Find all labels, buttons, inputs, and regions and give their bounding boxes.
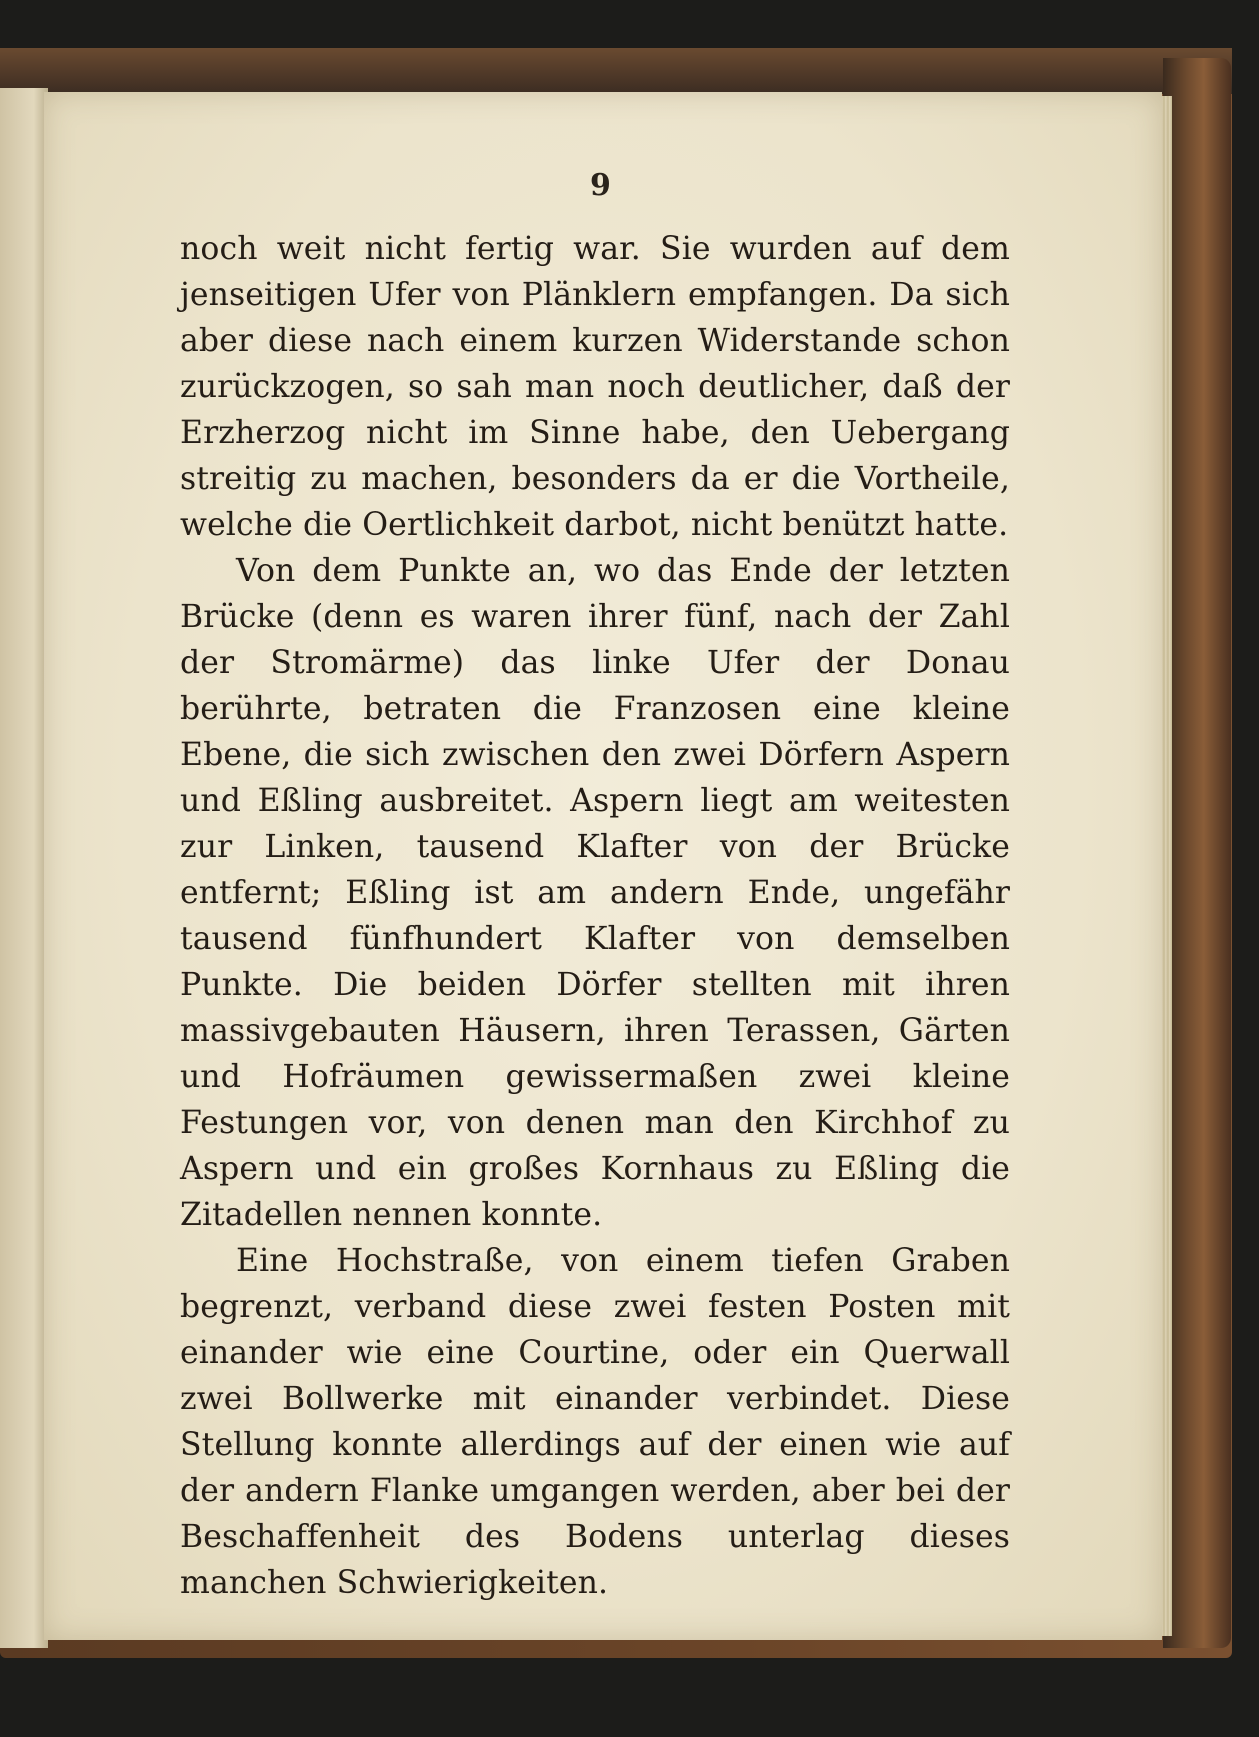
paragraph-1: noch weit nicht fertig war. Sie wurden auf dem jenseitigen Ufer von Plänklern empfangen. Da sich aber diese nach einem kurzen Widerstande schon zurückzogen, so sah man noch deutlicher, daß der Erzherzog nicht im Sinne habe, den Uebergang streitig zu machen, besonders da er die Vortheile, welche die Oertlichkeit darbot, nicht benützt hatte.: [180, 231, 1010, 543]
book-cover-right-edge: [1163, 58, 1231, 1648]
paragraph-3: Eine Hochstraße, von einem tiefen Graben begrenzt, verband diese zwei festen Posten mit einander wie eine Courtine, oder ein Querwall zwei Bollwerke mit einander verbindet. Diese Stellung konnte allerdings auf der einen wie auf der andern Flanke umgangen werden, aber bei der Beschaffenheit des Bodens unterlag dieses manchen Schwierigkeiten.: [180, 1243, 1010, 1601]
book-cover-top-edge: [0, 48, 1232, 94]
previous-page-edge: [0, 88, 48, 1648]
paragraph-2: Von dem Punkte an, wo das Ende der letzten Brücke (denn es waren ihrer fünf, nach der Zahl der Stromärme) das linke Ufer der Donau berührte, betraten die Franzosen eine kleine Ebene, die sich zwischen den zwei Dörfern Aspern und Eßling ausbreitet. Aspern liegt am weitesten zur Linken, tausend Klafter von der Brücke entfernt; Eßling ist am andern Ende, ungefähr tausend fünfhundert Klafter von demselben Punkte. Die beiden Dörfer stellten mit ihren massivgebauten Häusern, ihren Terassen, Gärten und Hofräumen gewissermaßen zwei kleine Festungen vor, von denen man den Kirchhof zu Aspern und ein großes Kornhaus zu Eßling die Zitadellen nennen konnte.: [180, 553, 1010, 1233]
page-number: 9: [590, 168, 611, 203]
page-text: [180, 226, 1010, 1606]
